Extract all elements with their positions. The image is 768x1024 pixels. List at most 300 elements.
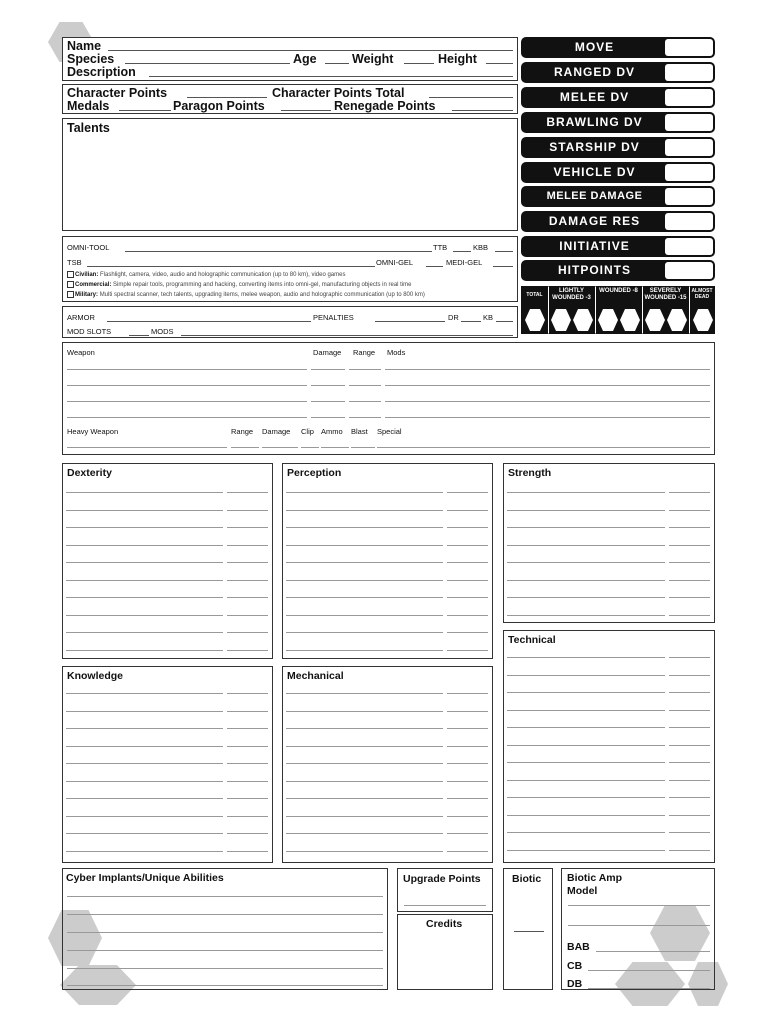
stat-label: MELEE DAMAGE [546, 190, 643, 202]
weapon-row-line[interactable] [349, 369, 381, 370]
stat-ranged-dv [521, 62, 715, 83]
skill-value-line[interactable] [447, 580, 488, 581]
weapon-row-line[interactable] [385, 401, 710, 402]
skill-value-line[interactable] [669, 657, 710, 658]
skill-value-line[interactable] [227, 580, 268, 581]
cyber-implants-title: Cyber Implants/Unique Abilities [66, 872, 224, 884]
medi-gel-field[interactable] [493, 266, 513, 267]
skill-value-line[interactable] [447, 833, 488, 834]
hp-almost-dead-label: ALMOST DEAD [691, 288, 713, 300]
skill-value-line[interactable] [447, 545, 488, 546]
heavy-weapon-line[interactable] [321, 447, 349, 448]
name-field[interactable] [108, 50, 513, 51]
weapon-row-line[interactable] [311, 385, 345, 386]
strength-section [503, 463, 715, 623]
skill-value-line[interactable] [669, 710, 710, 711]
weapon-row-line[interactable] [67, 401, 307, 402]
medals-field[interactable] [119, 110, 171, 111]
skill-name-line[interactable] [66, 851, 223, 852]
skill-value-line[interactable] [669, 545, 710, 546]
military-name: Military: [75, 292, 99, 299]
biotic-amp-line[interactable] [568, 925, 710, 926]
stat-label: MOVE [574, 40, 615, 54]
skill-name-line[interactable] [286, 632, 443, 633]
skill-value-line[interactable] [227, 510, 268, 511]
height-field[interactable] [486, 63, 513, 64]
knowledge-title: Knowledge [67, 670, 124, 682]
stat-label: HITPOINTS [557, 263, 631, 277]
skill-name-line[interactable] [66, 597, 223, 598]
armor-section [62, 306, 518, 338]
stat-damage-res [521, 211, 715, 232]
stat-value[interactable] [665, 64, 713, 81]
skill-name-line[interactable] [507, 492, 665, 493]
commercial-checkbox[interactable] [67, 281, 74, 288]
dexterity-section [62, 463, 273, 659]
heavy-weapon-line[interactable] [351, 447, 375, 448]
skill-name-line[interactable] [66, 833, 223, 834]
credits-section[interactable] [397, 914, 493, 990]
skill-value-line[interactable] [227, 562, 268, 563]
heavy-weapon-line[interactable] [377, 447, 710, 448]
weapon-row-line[interactable] [349, 385, 381, 386]
skill-value-line[interactable] [447, 492, 488, 493]
skill-value-line[interactable] [447, 728, 488, 729]
skill-value-line[interactable] [669, 510, 710, 511]
cyber-line[interactable] [67, 950, 383, 951]
weapon-header: Weapon [67, 348, 95, 357]
hp-hexagon[interactable] [645, 309, 665, 331]
skill-name-line[interactable] [66, 781, 223, 782]
stat-value[interactable] [665, 262, 713, 279]
stat-label: DAMAGE RES [548, 214, 641, 228]
skill-value-line[interactable] [227, 746, 268, 747]
db-label: DB [567, 978, 583, 990]
skill-name-line[interactable] [286, 562, 443, 563]
skill-name-line[interactable] [286, 597, 443, 598]
talents-title: Talents [67, 121, 110, 135]
skill-name-line[interactable] [286, 510, 443, 511]
military-checkbox[interactable] [67, 291, 74, 298]
hp-lightly-label: LIGHTLY WOUNDED -3 [552, 288, 591, 301]
hp-hexagon[interactable] [667, 309, 687, 331]
heavy-weapon-line[interactable] [231, 447, 259, 448]
skill-value-line[interactable] [447, 597, 488, 598]
skill-name-line[interactable] [66, 632, 223, 633]
skill-value-line[interactable] [447, 510, 488, 511]
stat-label: RANGED DV [553, 65, 635, 79]
bab-field[interactable] [596, 951, 710, 952]
skill-value-line[interactable] [669, 492, 710, 493]
stat-melee-damage [521, 186, 715, 207]
points-section [62, 84, 518, 114]
hp-total-cell [521, 286, 548, 334]
technical-section [503, 630, 715, 863]
skill-value-line[interactable] [669, 675, 710, 676]
tsb-field[interactable] [87, 266, 375, 267]
skill-name-line[interactable] [66, 510, 223, 511]
medi-gel-label: MEDI-GEL [446, 258, 483, 267]
heavy-weapon-header: Heavy Weapon [67, 427, 119, 436]
skill-name-line[interactable] [286, 851, 443, 852]
biotic-amp-section [561, 868, 715, 990]
skill-name-line[interactable] [286, 798, 443, 799]
biotic-field[interactable] [514, 931, 544, 932]
skill-name-line[interactable] [507, 780, 665, 781]
weapon-row-line[interactable] [311, 369, 345, 370]
skill-name-line[interactable] [507, 657, 665, 658]
omni-option-civilian[interactable] [67, 271, 345, 279]
heavy-weapon-line[interactable] [262, 447, 298, 448]
skill-name-line[interactable] [507, 527, 665, 528]
skill-name-line[interactable] [66, 615, 223, 616]
stat-move [521, 37, 715, 58]
skill-value-line[interactable] [227, 597, 268, 598]
skill-value-line[interactable] [447, 781, 488, 782]
biotic-title: Biotic [512, 873, 542, 885]
hp-hexagon[interactable] [693, 309, 713, 331]
paragon-points-field[interactable] [281, 110, 331, 111]
biotic-amp-line[interactable] [568, 905, 710, 906]
kbb-label: KBB [473, 243, 489, 252]
biotic-amp-title: Biotic Amp Model [567, 872, 623, 897]
upgrade-points-line[interactable] [404, 905, 486, 906]
omni-tool-field[interactable] [125, 251, 432, 252]
tsb-label: TSB [67, 258, 82, 267]
penalties-field[interactable] [375, 321, 445, 322]
skill-name-line[interactable] [507, 850, 665, 851]
civilian-desc: Flashlight, camera, video, audio and holographic communication (up to 80 km), video games [100, 272, 346, 279]
skill-name-line[interactable] [66, 798, 223, 799]
weapon-row-line[interactable] [67, 417, 307, 418]
weapon-row-line[interactable] [349, 401, 381, 402]
skill-value-line[interactable] [227, 851, 268, 852]
blast-header: Blast [351, 427, 368, 436]
stat-label: STARSHIP DV [549, 140, 640, 154]
skill-name-line[interactable] [286, 781, 443, 782]
mod-slots-field[interactable] [129, 335, 149, 336]
biotic-section[interactable] [503, 868, 553, 990]
skill-name-line[interactable] [66, 650, 223, 651]
hp-wounded-cell [595, 286, 642, 334]
skill-value-line[interactable] [227, 650, 268, 651]
armor-field[interactable] [107, 321, 311, 322]
stat-label: BRAWLING DV [546, 115, 643, 129]
cyber-line[interactable] [67, 932, 383, 933]
bab-label: BAB [567, 941, 590, 953]
skill-value-line[interactable] [669, 615, 710, 616]
skill-name-line[interactable] [507, 727, 665, 728]
skill-name-line[interactable] [507, 597, 665, 598]
cyber-implants-section [62, 868, 388, 990]
skill-name-line[interactable] [66, 763, 223, 764]
skill-name-line[interactable] [286, 527, 443, 528]
skill-value-line[interactable] [669, 580, 710, 581]
omni-tool-label: OMNI-TOOL [67, 243, 110, 252]
talents-section[interactable] [62, 118, 518, 231]
technical-title: Technical [508, 634, 556, 646]
stat-hitpoints [521, 260, 715, 281]
skill-value-line[interactable] [227, 781, 268, 782]
skill-name-line[interactable] [507, 815, 665, 816]
skill-name-line[interactable] [507, 675, 665, 676]
skill-name-line[interactable] [66, 711, 223, 712]
commercial-desc: Simple repair tools, programming and hacking, converting items into omni-gel, manufacturing objects in real time [113, 282, 412, 289]
skill-value-line[interactable] [227, 545, 268, 546]
weapon-row-line[interactable] [311, 401, 345, 402]
hp-hexagon[interactable] [525, 309, 545, 331]
skill-value-line[interactable] [227, 816, 268, 817]
cyber-line[interactable] [67, 914, 383, 915]
stat-melee-dv [521, 87, 715, 108]
skill-value-line[interactable] [447, 851, 488, 852]
db-field[interactable] [588, 988, 710, 989]
skill-value-line[interactable] [669, 727, 710, 728]
mechanical-section [282, 666, 493, 863]
strength-title: Strength [508, 467, 552, 479]
paragon-points-label: Paragon Points [173, 99, 265, 113]
skill-value-line[interactable] [669, 745, 710, 746]
mechanical-title: Mechanical [287, 670, 344, 682]
skill-name-line[interactable] [507, 832, 665, 833]
stat-initiative [521, 236, 715, 257]
skill-value-line[interactable] [669, 762, 710, 763]
mod-slots-label: MOD SLOTS [67, 327, 112, 336]
character-points-total-field[interactable] [429, 97, 513, 98]
stat-value[interactable] [665, 39, 713, 56]
skill-value-line[interactable] [669, 850, 710, 851]
weapon-row-line[interactable] [67, 385, 307, 386]
skill-value-line[interactable] [447, 650, 488, 651]
mods-label: MODS [151, 327, 174, 336]
skill-name-line[interactable] [507, 797, 665, 798]
kbb-field[interactable] [495, 251, 513, 252]
armor-label: ARMOR [67, 313, 95, 322]
skill-name-line[interactable] [286, 492, 443, 493]
upgrade-points-section[interactable] [397, 868, 493, 912]
weapon-row-line[interactable] [349, 417, 381, 418]
character-points-field[interactable] [187, 97, 267, 98]
mods-header: Mods [387, 348, 406, 357]
skill-value-line[interactable] [447, 711, 488, 712]
hp-hexagon[interactable] [620, 309, 640, 331]
hp-lightly-cell [548, 286, 595, 334]
skill-name-line[interactable] [286, 746, 443, 747]
cb-label: CB [567, 960, 583, 972]
civilian-name: Civilian: [75, 272, 99, 279]
credits-title: Credits [426, 918, 463, 930]
skill-name-line[interactable] [66, 562, 223, 563]
skill-name-line[interactable] [507, 615, 665, 616]
skill-value-line[interactable] [227, 615, 268, 616]
name-label: Name [67, 39, 102, 53]
upgrade-points-title: Upgrade Points [403, 873, 481, 885]
skill-value-line[interactable] [447, 798, 488, 799]
skill-value-line[interactable] [669, 780, 710, 781]
knowledge-section [62, 666, 273, 863]
weapon-row-line[interactable] [67, 369, 307, 370]
dr-field[interactable] [461, 321, 481, 322]
age-field[interactable] [325, 63, 349, 64]
hp-hexagon[interactable] [551, 309, 571, 331]
skill-value-line[interactable] [447, 527, 488, 528]
skill-value-line[interactable] [447, 632, 488, 633]
range-header: Range [353, 348, 376, 357]
stat-starship-dv [521, 137, 715, 158]
species-label: Species [67, 52, 115, 66]
skill-name-line[interactable] [286, 580, 443, 581]
character-points-label: Character Points [67, 86, 168, 100]
stat-value[interactable] [665, 164, 713, 181]
omni-tool-section [62, 236, 518, 302]
skill-name-line[interactable] [66, 492, 223, 493]
skill-name-line[interactable] [286, 615, 443, 616]
skill-value-line[interactable] [447, 816, 488, 817]
skill-name-line[interactable] [507, 762, 665, 763]
skill-value-line[interactable] [227, 833, 268, 834]
cb-field[interactable] [588, 970, 710, 971]
kb-label: KB [483, 313, 494, 322]
civilian-checkbox[interactable] [67, 271, 74, 278]
skill-name-line[interactable] [507, 710, 665, 711]
skill-value-line[interactable] [669, 527, 710, 528]
weapon-row-line[interactable] [385, 417, 710, 418]
skill-value-line[interactable] [447, 562, 488, 563]
description-field[interactable] [149, 76, 513, 77]
species-field[interactable] [125, 63, 290, 64]
skill-value-line[interactable] [227, 527, 268, 528]
dexterity-title: Dexterity [67, 467, 112, 479]
weapon-row-line[interactable] [385, 369, 710, 370]
skill-value-line[interactable] [447, 746, 488, 747]
ttb-field[interactable] [453, 251, 471, 252]
skill-name-line[interactable] [66, 527, 223, 528]
skill-value-line[interactable] [669, 815, 710, 816]
weight-field[interactable] [404, 63, 434, 64]
skill-value-line[interactable] [669, 597, 710, 598]
skill-name-line[interactable] [507, 562, 665, 563]
skill-name-line[interactable] [66, 693, 223, 694]
perception-section [282, 463, 493, 659]
skill-name-line[interactable] [507, 545, 665, 546]
stat-value[interactable] [665, 89, 713, 106]
skill-name-line[interactable] [507, 745, 665, 746]
skill-name-line[interactable] [66, 746, 223, 747]
skill-value-line[interactable] [669, 797, 710, 798]
stat-value[interactable] [665, 213, 713, 230]
skill-name-line[interactable] [286, 693, 443, 694]
skill-name-line[interactable] [286, 650, 443, 651]
skill-value-line[interactable] [447, 615, 488, 616]
skill-value-line[interactable] [447, 763, 488, 764]
stat-value[interactable] [665, 114, 713, 131]
skill-name-line[interactable] [286, 545, 443, 546]
medals-label: Medals [67, 99, 110, 113]
skill-value-line[interactable] [227, 798, 268, 799]
skill-name-line[interactable] [286, 833, 443, 834]
cyber-line[interactable] [67, 896, 383, 897]
skill-name-line[interactable] [286, 763, 443, 764]
age-label: Age [293, 52, 317, 66]
weight-label: Weight [352, 52, 394, 66]
cyber-line[interactable] [67, 985, 383, 986]
hp-hexagon[interactable] [573, 309, 593, 331]
weapons-section [62, 342, 715, 455]
skill-value-line[interactable] [669, 692, 710, 693]
skill-name-line[interactable] [66, 545, 223, 546]
skill-name-line[interactable] [286, 728, 443, 729]
weapon-row-line[interactable] [385, 385, 710, 386]
stat-value[interactable] [665, 238, 713, 255]
heavy-damage-header: Damage [262, 427, 291, 436]
skill-name-line[interactable] [66, 580, 223, 581]
skill-value-line[interactable] [227, 763, 268, 764]
heavy-weapon-line[interactable] [67, 447, 227, 448]
skill-value-line[interactable] [227, 711, 268, 712]
renegade-points-label: Renegade Points [334, 99, 436, 113]
skill-name-line[interactable] [507, 692, 665, 693]
stat-brawling-dv [521, 112, 715, 133]
skill-value-line[interactable] [227, 693, 268, 694]
dr-label: DR [448, 313, 459, 322]
renegade-points-field[interactable] [452, 110, 513, 111]
identity-section [62, 37, 518, 81]
skill-value-line[interactable] [447, 693, 488, 694]
hp-hexagon[interactable] [598, 309, 618, 331]
special-header: Special [377, 427, 402, 436]
perception-title: Perception [287, 467, 342, 479]
skill-name-line[interactable] [507, 580, 665, 581]
skill-value-line[interactable] [227, 632, 268, 633]
character-points-total-label: Character Points Total [272, 86, 405, 100]
mods-field[interactable] [181, 335, 513, 336]
hp-wounded-label: WOUNDED -8 [599, 288, 638, 294]
stat-label: VEHICLE DV [553, 165, 636, 179]
hp-total-label: TOTAL [526, 292, 543, 298]
damage-header: Damage [313, 348, 342, 357]
penalties-label: PENALTIES [313, 313, 354, 322]
stat-vehicle-dv [521, 162, 715, 183]
stat-label: MELEE DV [559, 90, 630, 104]
heavy-weapon-line[interactable] [301, 447, 319, 448]
hp-almost-dead-cell [689, 286, 715, 334]
skill-name-line[interactable] [507, 510, 665, 511]
omni-option-military[interactable] [67, 291, 425, 299]
description-label: Description [67, 65, 136, 79]
skill-value-line[interactable] [669, 562, 710, 563]
skill-value-line[interactable] [227, 492, 268, 493]
skill-name-line[interactable] [286, 711, 443, 712]
hp-severely-label: SEVERELY WOUNDED -15 [644, 288, 687, 301]
skill-name-line[interactable] [286, 816, 443, 817]
skill-name-line[interactable] [66, 816, 223, 817]
skill-value-line[interactable] [227, 728, 268, 729]
commercial-name: Commercial: [75, 282, 112, 289]
height-label: Height [438, 52, 477, 66]
skill-value-line[interactable] [669, 832, 710, 833]
clip-header: Clip [301, 427, 314, 436]
weapon-row-line[interactable] [311, 417, 345, 418]
omni-gel-field[interactable] [426, 266, 443, 267]
stat-value[interactable] [665, 188, 713, 205]
skill-name-line[interactable] [66, 728, 223, 729]
hp-severely-cell [642, 286, 689, 334]
cyber-line[interactable] [67, 968, 383, 969]
stat-value[interactable] [665, 139, 713, 156]
omni-option-commercial[interactable] [67, 281, 412, 289]
kb-field[interactable] [496, 321, 513, 322]
ttb-label: TTB [433, 243, 448, 252]
